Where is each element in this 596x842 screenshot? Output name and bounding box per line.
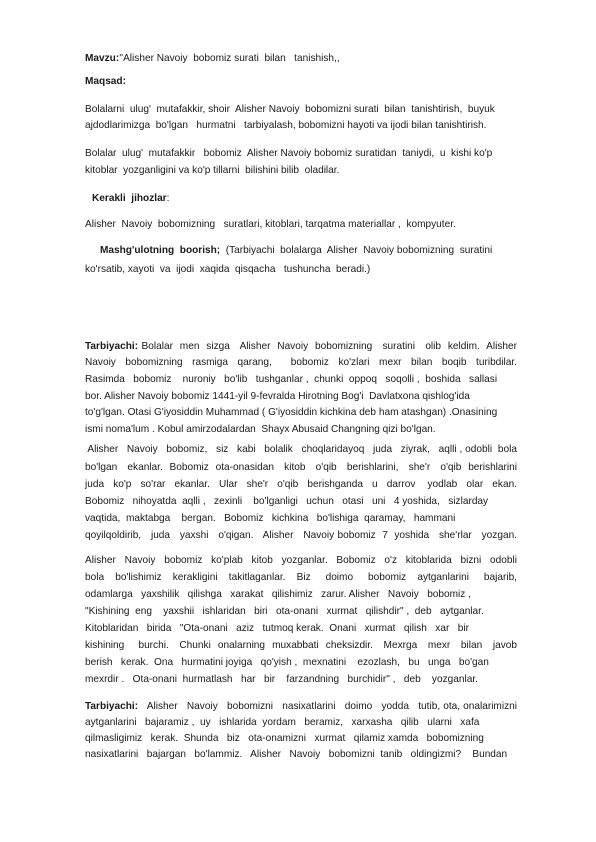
paragraph-line: Alisher Navoiy bobomiz ko'plab kitob yozganlar. Bobomiz o'z kitoblarida bizni odobli bbox=[85, 555, 517, 566]
paragraph-line: bo'lgan ekanlar. Bobomiz ota-onasidan kitob o'qib berishlarini, she'r o'qib berishlarini bbox=[85, 462, 517, 473]
paragraph-line: aytganlarini bajaramiz , uy ishlarida yordam beramiz, xarxasha qilib ularni xafa bbox=[85, 717, 480, 728]
paragraph-line: odamlarga yaxshilik qilishga xarakat qilishimiz zarur. Alisher Navoiy bobomiz , bbox=[85, 589, 471, 600]
topic-line bbox=[85, 52, 340, 66]
paragraph-line: juda ko'p so'rar ekanlar. Ular she'r o'qib berishganda u darrov yodlab olar ekan. bbox=[85, 479, 517, 490]
paragraph-line: vaqtida, maktabga bergan. Bobomiz kichkina bo'lishiga qaramay, hammani bbox=[85, 513, 456, 524]
equipment-label: Kerakli jihozlar bbox=[92, 193, 167, 204]
objective-line: ajdodlarimizga bo'lgan hurmatni tarbiyalash, bobomizni hayoti va ijodi bilan tanishtirish. bbox=[85, 120, 487, 131]
paragraph-line: "Kishining eng yaxshii ishlaridan biri ota-onani xurmat qilishdir" , deb aytganlar. bbox=[85, 606, 484, 617]
teacher-label: Tarbiyachi: bbox=[85, 341, 139, 352]
paragraph-line: Rasimda bobomiz nuroniy bo'lib tushganlar , chunki oppoq soqolli , boshida sallasi bbox=[85, 374, 498, 385]
paragraph-line: ismi noma'lum . Kobul amirzodalardan Shayx Abusaid Changning qizi bo'lgan. bbox=[85, 424, 436, 435]
outcome-line: Bolalar ulug' mutafakkir bobomiz Alisher Navoiy bobomiz suratidan taniydi, u kishi ko'p bbox=[85, 148, 493, 159]
topic-label: Mavzu: bbox=[85, 53, 120, 64]
paragraph-line: nasixatlarini bajargan bo'lammiz. Alisher Navoiy bobomizni tanib oldingizmi? Bundan bbox=[85, 749, 508, 760]
outcome-line: kitoblar yozganligini va ko'p tillarni bilishini bilib oladilar. bbox=[85, 165, 340, 176]
activity-label: Mashg'ulotning boorish; bbox=[100, 245, 221, 256]
paragraph-line: kishining burchi. Chunki onalarning muxabbati cheksizdir. Mexrga mexr bilan javob bbox=[85, 640, 517, 651]
paragraph-line bbox=[85, 340, 517, 354]
objective-line: Bolalarni ulug' mutafakkir, shoir Alisher Navoiy bobomizni surati bilan tanishtirish, buyuk bbox=[85, 104, 495, 115]
objective-label: Maqsad: bbox=[85, 76, 126, 87]
paragraph-line: qoyilqoldirib, juda yaxshi o'qigan. Alisher Navoiy bobomiz 7 yoshida she'rlar yozgan. bbox=[85, 530, 517, 541]
activity-line bbox=[100, 244, 492, 258]
paragraph-line: Bobomiz nihoyatda aqlli , zexinli bo'lganligi uchun otasi uni 4 yoshida, sizlarday bbox=[85, 496, 489, 507]
paragraph-line: Alisher Navoiy bobomiz, siz kabi bolalik choqlaridayoq juda ziyrak, aqlli , odobli bola bbox=[85, 444, 517, 455]
activity-text: (Tarbiyachi bolalarga Alisher Navoiy bobomizning suratini bbox=[220, 245, 493, 256]
activity-line: ko'rsatib, xayoti va ijodi xaqida qisqacha tushuncha beradi.) bbox=[85, 264, 371, 275]
paragraph-text: Bolalar men sizga Alisher Navoiy bobomizning suratini olib keldim. Alisher bbox=[138, 341, 517, 352]
topic-text: ''Alisher Navoiy bobomiz surati bilan tanishish,, bbox=[119, 53, 340, 64]
objective-heading bbox=[85, 75, 126, 89]
paragraph-line: berish kerak. Ona hurmatini joyiga qo'yish , mexnatini ezozlash, bu unga bo'gan bbox=[85, 657, 489, 668]
equipment-colon: : bbox=[166, 193, 170, 204]
paragraph-line: mexrdir . Ota-onani hurmatlash har bir farzandning burchidir" , deb yozganlar. bbox=[85, 674, 478, 685]
paragraph-text: Alisher Navoiy bobomizni nasixatlarini doimo yodda tutib, ota, onalarimizni bbox=[138, 701, 517, 712]
paragraph-line: Kitoblaridan birida "Ota-onani aziz tutmoq kerak. Onani xurmat qilish xar bir bbox=[85, 623, 469, 634]
paragraph-line: qilmasligimiz kerak. Shunda biz ota-onamizni xurmat qilamiz xamda bobomizning bbox=[85, 733, 484, 744]
paragraph-line: Navoiy bobomizning rasmiga qarang, bobomiz ko'zlari mexr bilan boqib turibdilar. bbox=[85, 357, 517, 368]
teacher-label: Tarbiyachi: bbox=[85, 701, 139, 712]
paragraph-line bbox=[85, 700, 517, 714]
paragraph-line: bola bo'lishimiz kerakligini takitlaganlar. Biz doimo bobomiz aytganlarini bajarib, bbox=[85, 572, 517, 583]
equipment-heading bbox=[92, 192, 169, 206]
equipment-line: Alisher Navoiy bobomizning suratlari, kitoblari, tarqatma materiallar , kompyuter. bbox=[85, 219, 456, 230]
paragraph-line: bor. Alisher Navoiy bobomiz 1441-yil 9-fevralda Hirotning Bog'i Davlatxona qishlog'ida bbox=[85, 391, 470, 402]
paragraph-line: to'g'lgan. Otasi G'iyosiddin Muhammad ( G'iyosiddin kichkina deb ham atashgan) .Onasining bbox=[85, 407, 498, 418]
